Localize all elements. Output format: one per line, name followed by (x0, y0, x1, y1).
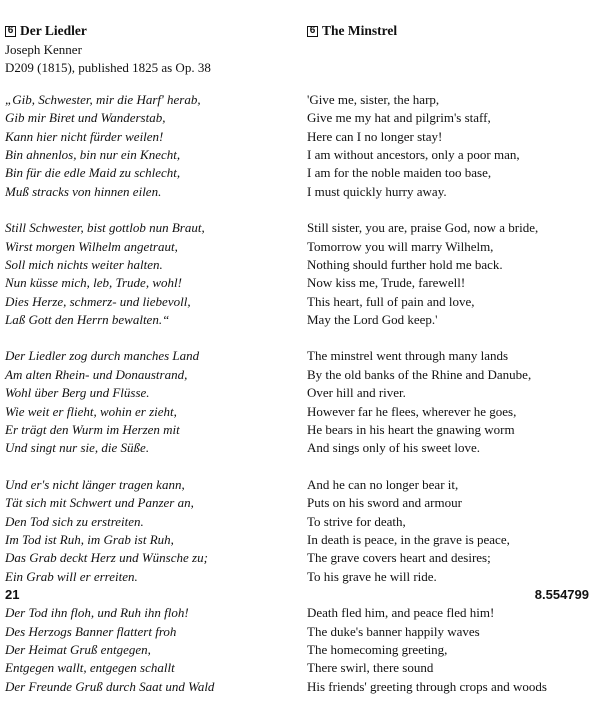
lyric-line: Der Liedler zog durch manches Land (5, 348, 200, 364)
stanza (5, 604, 295, 696)
lyric-line: To his grave he will ride. (307, 568, 437, 584)
english-lyrics (307, 91, 592, 696)
stanza (307, 476, 592, 586)
lyric-line: Now kiss me, Trude, farewell! (307, 275, 466, 291)
lyric-line: Entgegen wallt, entgegen schallt (5, 660, 175, 676)
lyric-line: Den Tod sich zu erstreiten. (5, 513, 144, 529)
english-column (307, 22, 592, 714)
lyric-line: Give me my hat and pilgrim's staff, (307, 110, 491, 126)
lyric-line: Muß stracks von hinnen eilen. (5, 183, 162, 199)
stanza (5, 91, 295, 201)
german-title: Der Liedler (20, 23, 87, 38)
lyric-line: Der Freunde Gruß durch Saat und Wald (5, 678, 215, 694)
lyric-line: Im Tod ist Ruh, im Grab ist Ruh, (5, 531, 174, 547)
lyric-line: Kann hier nicht fürder weilen! (5, 128, 164, 144)
english-title: The Minstrel (322, 23, 398, 38)
lyric-line: Nun küsse mich, leb, Trude, wohl! (5, 275, 182, 291)
lyric-line: His friends' greeting through crops and woods (307, 678, 547, 694)
lyric-line: By the old banks of the Rhine and Danube, (307, 366, 532, 382)
stanza (307, 219, 592, 329)
lyric-line: The grave covers heart and desires; (307, 550, 491, 566)
lyric-line: 'Give me, sister, the harp, (307, 91, 440, 107)
track-number-badge: 6 (5, 26, 16, 37)
lyric-line: Still Schwester, bist gottlob nun Braut, (5, 220, 205, 236)
lyric-line: Gib mir Biret und Wanderstab, (5, 110, 166, 126)
lyric-line: Nothing should further hold me back. (307, 256, 503, 272)
lyric-line: Ein Grab will er erreiten. (5, 568, 138, 584)
lyric-line: Soll mich nichts weiter halten. (5, 256, 163, 272)
lyric-line: I am without ancestors, only a poor man, (307, 146, 520, 162)
lyric-line: Puts on his sword and armour (307, 495, 462, 511)
lyric-line: Des Herzogs Banner flattert froh (5, 623, 177, 639)
lyric-line: Dies Herze, schmerz- und liebevoll, (5, 293, 191, 309)
catalog-info: D209 (1815), published 1825 as Op. 38 (5, 60, 211, 76)
lyric-line: Wie weit er flieht, wohin er zieht, (5, 403, 177, 419)
stanza (5, 476, 295, 586)
lyric-line: Bin für die edle Maid zu schlecht, (5, 165, 181, 181)
poet-name: Joseph Kenner (5, 42, 82, 57)
lyric-line: Der Tod ihn floh, und Ruh ihn floh! (5, 605, 189, 621)
german-lyrics (5, 91, 295, 696)
lyric-line: Und singt nur sie, die Süße. (5, 440, 150, 456)
page-number: 21 (5, 587, 20, 602)
lyric-line: The duke's banner happily waves (307, 623, 480, 639)
lyric-line: Tomorrow you will marry Wilhelm, (307, 238, 494, 254)
lyric-line: I must quickly hurry away. (307, 183, 447, 199)
lyric-line: „Gib, Schwester, mir die Harf' herab, (5, 91, 201, 107)
lyric-line: In death is peace, in the grave is peace, (307, 531, 510, 547)
lyric-line: May the Lord God keep.' (307, 312, 438, 328)
lyric-line: This heart, full of pain and love, (307, 293, 475, 309)
lyric-line: However far he flees, wherever he goes, (307, 403, 517, 419)
lyric-line: To strive for death, (307, 513, 406, 529)
stanza (5, 347, 295, 457)
english-heading (307, 22, 592, 40)
lyric-line: Das Grab deckt Herz und Wünsche zu; (5, 550, 208, 566)
lyric-line: And he can no longer bear it, (307, 476, 459, 492)
page-footer (5, 587, 589, 602)
lyric-line: Der Heimat Gruß entgegen, (5, 641, 151, 657)
lyric-line: Wirst morgen Wilhelm angetraut, (5, 238, 178, 254)
lyric-line: There swirl, there sound (307, 660, 434, 676)
lyric-line: Wohl über Berg und Flüsse. (5, 385, 150, 401)
lyric-line: Tät sich mit Schwert und Panzer an, (5, 495, 194, 511)
lyric-line: Death fled him, and peace fled him! (307, 605, 495, 621)
lyric-line: The homecoming greeting, (307, 641, 448, 657)
stanza (5, 219, 295, 329)
lyric-line: I am for the noble maiden too base, (307, 165, 492, 181)
stanza (307, 91, 592, 201)
lyric-line: The minstrel went through many lands (307, 348, 509, 364)
lyric-line: Over hill and river. (307, 385, 406, 401)
lyric-line: Und er's nicht länger tragen kann, (5, 476, 185, 492)
stanza (307, 347, 592, 457)
track-number-badge: 6 (307, 26, 318, 37)
lyric-line: Here can I no longer stay! (307, 128, 443, 144)
lyric-line: Still sister, you are, praise God, now a bride, (307, 220, 539, 236)
lyric-line: Am alten Rhein- und Donaustrand, (5, 366, 188, 382)
lyric-line: Er trägt den Wurm im Herzen mit (5, 422, 180, 438)
catalog-number: 8.554799 (534, 587, 589, 602)
lyric-line: Bin ahnenlos, bin nur ein Knecht, (5, 146, 181, 162)
german-heading (5, 22, 295, 40)
lyric-line: He bears in his heart the gnawing worm (307, 422, 515, 438)
lyric-line: Laß Gott den Herrn bewalten.“ (5, 312, 170, 328)
lyric-line: And sings only of his sweet love. (307, 440, 480, 456)
german-column (5, 22, 295, 714)
stanza (307, 604, 592, 696)
